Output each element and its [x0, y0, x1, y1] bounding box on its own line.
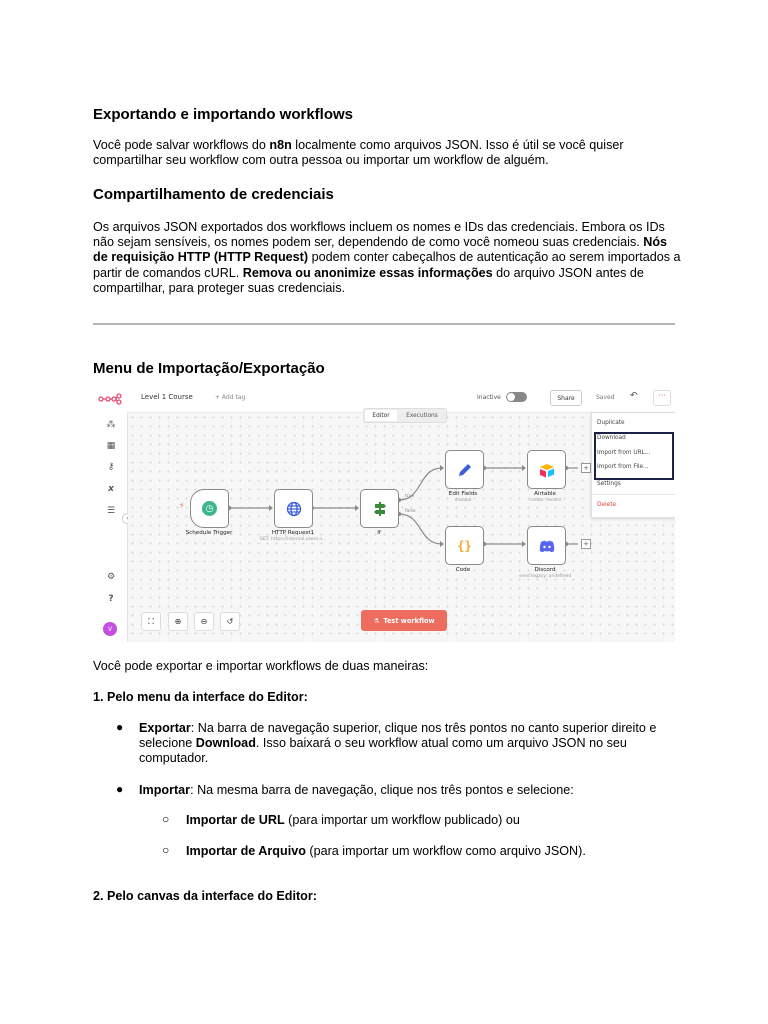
variables-icon[interactable]: x [108, 484, 114, 494]
false-branch-label: false [405, 509, 416, 514]
help-icon[interactable]: ? [108, 594, 114, 604]
list-item-import-url: Importar de URL (para importar um workflow publicado) ou [186, 813, 520, 827]
node-sub-airtable: create: record [529, 498, 561, 503]
bullet-filled: ● [116, 720, 124, 734]
node-label-schedule: Schedule Trigger [185, 530, 233, 536]
heading-import-export-menu: Menu de Importação/Exportação [93, 360, 325, 377]
inactive-label: Inactive [477, 394, 501, 401]
templates-icon[interactable]: ▦ [106, 441, 116, 451]
node-sub-http: GET: https://internal.users.n... [259, 537, 327, 542]
heading-export-import: Exportando e importando workflows [93, 106, 354, 123]
node-label-http: HTTP Request1 [271, 530, 315, 536]
node-if[interactable] [360, 489, 399, 528]
signpost-icon [372, 501, 388, 517]
node-sub-discord: send:legacy: undefined [518, 574, 572, 579]
node-edit-fields[interactable] [445, 450, 484, 489]
node-schedule-trigger[interactable] [190, 489, 229, 528]
subheading-editor-canvas: 2. Pelo canvas da interface do Editor: [93, 889, 317, 903]
node-label-discord: Discord [534, 567, 556, 573]
paragraph-credentials: Os arquivos JSON exportados dos workflows incluem os nomes e IDs das credenciais. Embora os IDs não sejam sensíveis, os nomes podem ser, dependendo de como você nomeou suas credenciais. Nós de requisição HTTP (HTTP Request) podem conter cabeçalhos de autenticação ao serem importados a partir de comandos cURL. Remova ou anonimize essas informações do arquivo JSON antes de compartilhar, para proteger suas credenciais. [93, 220, 681, 295]
tab-executions[interactable]: Executions [406, 412, 438, 419]
pencil-icon [457, 462, 473, 478]
share-button[interactable]: Share [550, 390, 582, 406]
subheading-editor-menu: 1. Pelo menu da interface do Editor: [93, 690, 308, 704]
code-braces-icon: {} [457, 538, 472, 553]
saved-status: Saved [596, 394, 615, 401]
workflow-options-menu [591, 412, 675, 518]
node-label-code: Code [455, 567, 471, 573]
node-label-edit: Edit Fields [448, 491, 478, 497]
flask-icon: ⚗ [373, 616, 380, 625]
node-discord[interactable] [527, 526, 566, 565]
add-node-icon[interactable]: + [581, 539, 591, 549]
list-item-import: Importar: Na mesma barra de navegação, clique nos três pontos e selecione: [139, 783, 574, 797]
menu-delete[interactable]: Delete [597, 502, 617, 508]
test-workflow-button[interactable]: ⚗ Test workflow [361, 610, 447, 631]
add-tag-link[interactable]: + Add tag [215, 394, 246, 401]
tab-editor[interactable]: Editor [365, 410, 397, 421]
avatar[interactable]: V [103, 622, 117, 636]
node-sub-edit: manual [454, 498, 472, 503]
zoom-out-icon[interactable]: ⊖ [194, 612, 214, 631]
executions-icon[interactable]: ☰ [106, 506, 116, 516]
history-icon[interactable]: ↶ [630, 391, 638, 401]
paragraph-intro: Você pode salvar workflows do n8n localmente como arquivos JSON. Isso é útil se você quiser compartilhar seu workflow com outra pessoa ou importar um workflow de alguém. [93, 138, 624, 168]
bullet-hollow: ○ [162, 812, 170, 826]
heading-credentials: Compartilhamento de credenciais [93, 186, 334, 203]
settings-gear-icon[interactable]: ⚙ [106, 572, 116, 582]
node-airtable[interactable] [527, 450, 566, 489]
fit-view-icon[interactable]: ⛶ [141, 612, 161, 631]
trigger-bolt-icon: ⚡ [179, 501, 185, 510]
globe-icon [286, 501, 302, 517]
add-node-icon[interactable]: + [581, 463, 591, 473]
paragraph-two-ways: Você pode exportar e importar workflows de duas maneiras: [93, 659, 429, 673]
workflows-icon[interactable]: ⁂ [106, 420, 116, 430]
menu-settings[interactable]: Settings [597, 481, 621, 487]
node-label-if: If [377, 530, 381, 536]
workflow-name[interactable]: Level 1 Course [141, 393, 193, 401]
menu-duplicate[interactable]: Duplicate [597, 420, 625, 426]
clock-icon: ◷ [202, 501, 217, 516]
true-branch-label: true [405, 494, 415, 499]
credentials-icon[interactable]: ⚷ [107, 462, 115, 472]
discord-icon [539, 540, 555, 552]
node-code[interactable] [445, 526, 484, 565]
more-options-icon[interactable]: ··· [653, 390, 671, 406]
bullet-filled: ● [116, 782, 124, 796]
node-http-request[interactable] [274, 489, 313, 528]
node-label-airtable: Airtable [534, 491, 556, 497]
menu-import-url[interactable]: Import from URL... [597, 450, 651, 456]
editor-screenshot [93, 384, 675, 642]
list-item-export: Exportar: Na barra de navegação superior, clique nos três pontos no canto superior direito e selecione Download. Isso baixará o seu workflow atual como um arquivo JSON no seu computador. [139, 721, 657, 766]
list-item-import-file: Importar de Arquivo (para importar um workflow como arquivo JSON). [186, 844, 586, 858]
reset-zoom-icon[interactable]: ↺ [220, 612, 240, 631]
menu-import-file[interactable]: Import from File... [597, 464, 649, 470]
airtable-icon [538, 462, 556, 478]
divider [93, 323, 675, 325]
menu-download[interactable]: Download [597, 435, 626, 441]
zoom-in-icon[interactable]: ⊕ [168, 612, 188, 631]
bullet-hollow: ○ [162, 843, 170, 857]
